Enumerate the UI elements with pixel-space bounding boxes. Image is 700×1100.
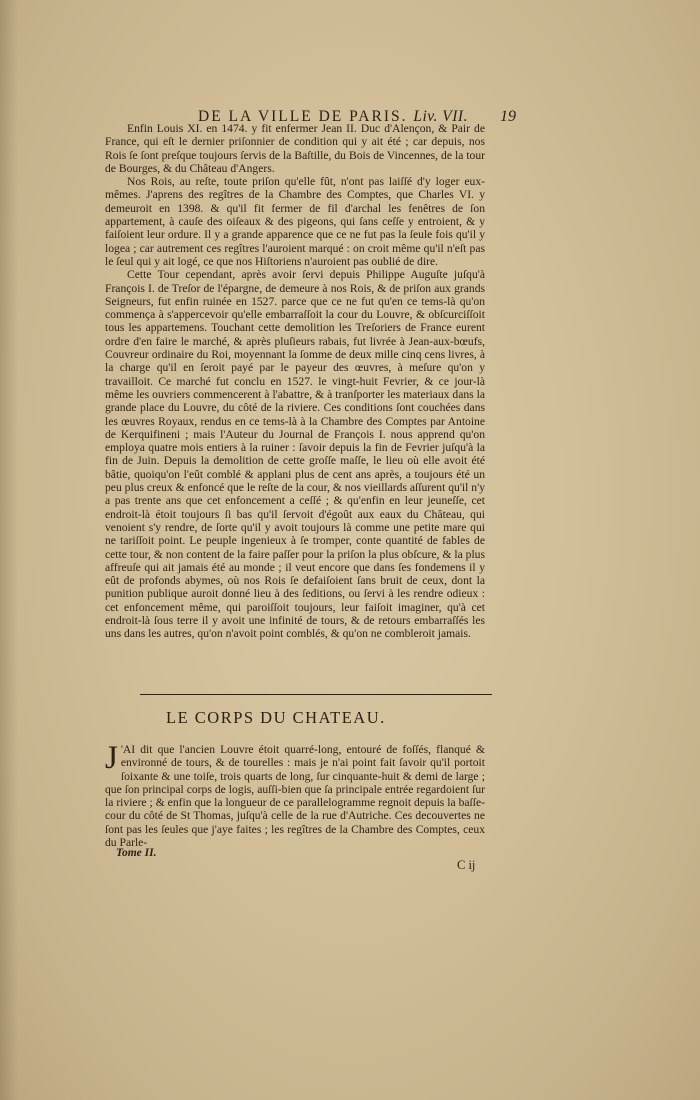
- section-text: [105, 740, 485, 850]
- page-number: 19: [500, 108, 516, 125]
- book-number: Liv. VII.: [413, 108, 468, 125]
- section-divider: [140, 694, 492, 695]
- drop-cap: J: [105, 740, 118, 776]
- section-paragraph: [105, 740, 485, 850]
- section-title: LE CORPS DU CHATEAU.: [166, 708, 386, 727]
- paragraph: Enfin Louis XI. en 1474. y fit enfermer Jean II. Duc d'Alençon, & Pair de France, qui eſt le dernier priſonnier de condition qui y ait été ; car depuis, nos Rois ſe ſont preſque toujours ſervis de la Baſtille, du Bois de Vincennes, de la tour de Bourges, & du Château d'Angers.: [105, 122, 485, 175]
- volume-mark: Tome II.: [116, 847, 157, 859]
- gutter-shadow: [0, 0, 18, 1100]
- main-text: [105, 122, 485, 641]
- running-title: DE LA VILLE DE PARIS.: [198, 108, 408, 125]
- paragraph: Cette Tour cependant, après avoir ſervi depuis Philippe Auguſte juſqu'à François I. de Treſor de l'épargne, de demeure à nos Rois, & de priſon aux grands Seigneurs, fut enfin ruinée en 1527. parce que ce ne fut qu'en ce tems-là qu'on commença à s'appercevoir qu'elle embarraſſoit la cour du Louvre, & obſcurciſſoit tous les appartemens. Touchant cette demolition les Treſoriers de France eurent ordre d'en faire le marché, & après pluſieurs rabais, fut livrée à Jean-aux-bœufs, Couvreur ordinaire du Roi, moyennant la ſomme de deux mille cinq cens livres, à la charge qu'il en ſeroit payé par le payeur des œuvres, à meſure qu'on y travailloit. Ce marché fut conclu en 1527. le vingt-huit Fevrier, & ce jour-là même les ouvriers commencerent à l'abattre, & à tranſporter les materiaux dans la grande place du Louvre, du côté de la riviere. Ces conditions ſont couchées dans les œuvres Royaux, rendus en ce tems-là à la Chambre des Comptes par Antoine de Kerquifineni ; mais l'Auteur du Journal de François I. nous apprend qu'on employa quatre mois entiers à la ruiner : ſavoir depuis la fin de Fevrier juſqu'à la fin de Juin. Depuis la demolition de cette groſſe maſſe, le lieu où elle avoit été bâtie, quoiqu'on l'eût comblé & applani plus de cent ans après, a toujours été un peu plus creux & enfoncé que le reſte de la cour, & nos vieillards aſſurent qu'il n'y a pas trente ans que cet enfoncement a ceſſé ; & qu'enfin en leur jeuneſſe, cet endroit-là étoit toujours ſi bas qu'il ſervoit d'égoût aux eaux du Château, qui venoient s'y rendre, de ſorte qu'il y avoit toujours là comme une petite mare qui ne tariſſoit point. Le peuple ingenieux à ſe tromper, conte quantité de fables de cette tour, & non content de la faire paſſer pour la priſon la plus obſcure, & la plus affreuſe qui ait jamais été au monde ; il veut encore que dans ſes fondemens il y eût de profonds abymes, où nos Rois ſe defaiſoient ſans bruit de ceux, dont la punition publique auroit donné lieu à des ſeditions, ou ſervi à les rendre odieux : cet enfoncement même, qui paroiſſoit toujours, leur faiſoit imaginer, qu'à cet endroit-là ſous terre il y avoit une infinité de tours, & de retours embarraſſés les uns dans les autres, qu'on n'avoit point comblés, & qu'on ne combleroit jamais.: [105, 268, 485, 641]
- section-body: 'AI dit que l'ancien Louvre étoit quarré-long, entouré de foſſés, flanqué & environné de tours, & de tourelles : mais je n'ai point fait ſavoir qu'il portoit ſoixante & une toiſe, trois quarts de long, ſur cinquante-huit & demi de large ; que ſon principal corps de logis, auſſi-bien que ſa principale entrée regardoient ſur la riviere ; & enfin que la longueur de ce parallelogramme regnoit depuis la baſſe-cour du côté de St Thomas, juſqu'à celle de la rue d'Autriche. Ces decouvertes ne ſont pas les ſeules que j'aye faites ; les regîtres de la Chambre des Comptes, ceux du Parle-: [105, 743, 485, 850]
- signature-mark: C ij: [457, 858, 476, 872]
- paragraph: Nos Rois, au reſte, toute priſon qu'elle fût, n'ont pas laiſſé d'y loger eux-mêmes. J'aprens des regîtres de la Chambre des Comptes, que Charles VI. y demeuroit en 1398. & qu'il fit fermer de fil d'archal les fenêtres de ſon appartement, à cauſe des oiſeaux & des pigeons, qui ſans ceſſe y entroient, & y faiſoient leur ordure. Il y a grande apparence que ce ne fut pas la ſeule fois qu'il y logea ; car autrement ces regîtres l'auroient marqué : on croit même qu'il n'eſt pas le ſeul qui y ait logé, ce que nos Hiſtoriens n'auroient pas oublié de dire.: [105, 175, 485, 268]
